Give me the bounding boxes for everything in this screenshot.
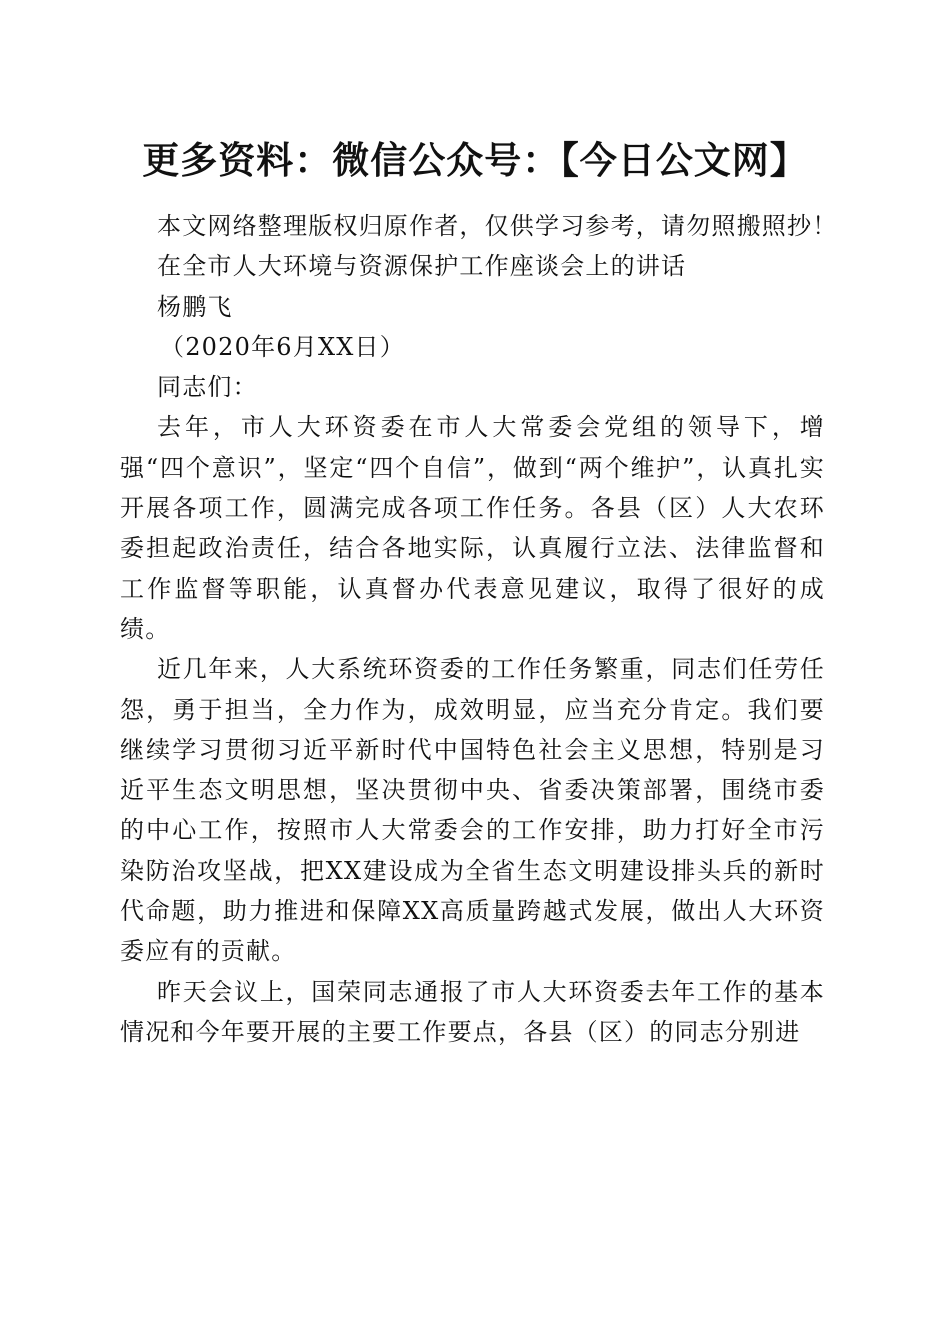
paragraph: 近几年来，人大系统环资委的工作任务繁重，同志们任劳任怨，勇于担当，全力作为，成效明显，应当充分肯定。我们要继续学习贯彻习近平新时代中国特色社会主义思想，特别是习近平生态文明思想，坚决贯彻中央、省委决策部署，围绕市委的中心工作，按照市人大常委会的工作安排，助力打好全市污染防治攻坚战，把XX建设成为全省生态文明建设排头兵的新时代命题，助力推进和保障XX高质量跨越式发展，做出人大环资委应有的贡献。 — [120, 655, 825, 966]
document-body — [120, 206, 838, 1052]
paragraph: 昨天会议上，国荣同志通报了市人大环资委去年工作的基本情况和今年要开展的主要工作要点，各县（区）的同志分别进 — [120, 977, 825, 1046]
salutation: 同志们： — [157, 373, 258, 402]
page-header-title: 更多资料：微信公众号：【今日公文网】 — [142, 138, 808, 182]
speech-date: （2020年6月XX日） — [160, 332, 405, 361]
author-name: 杨鹏飞 — [157, 292, 233, 321]
paragraph: 去年，市人大环资委在市人大常委会党组的领导下，增强“四个意识”，坚定“四个自信”，做到“两个维护”，认真扎实开展各项工作，圆满完成各项工作任务。各县（区）人大农环委担起政治责任，结合各地实际，认真履行立法、法律监督和工作监督等职能，认真督办代表意见建议，取得了很好的成绩。 — [120, 413, 825, 643]
speech-title: 在全市人大环境与资源保护工作座谈会上的讲话 — [157, 252, 687, 281]
disclaimer-line: 本文网络整理版权归原作者，仅供学习参考，请勿照搬照抄！ — [157, 212, 838, 240]
